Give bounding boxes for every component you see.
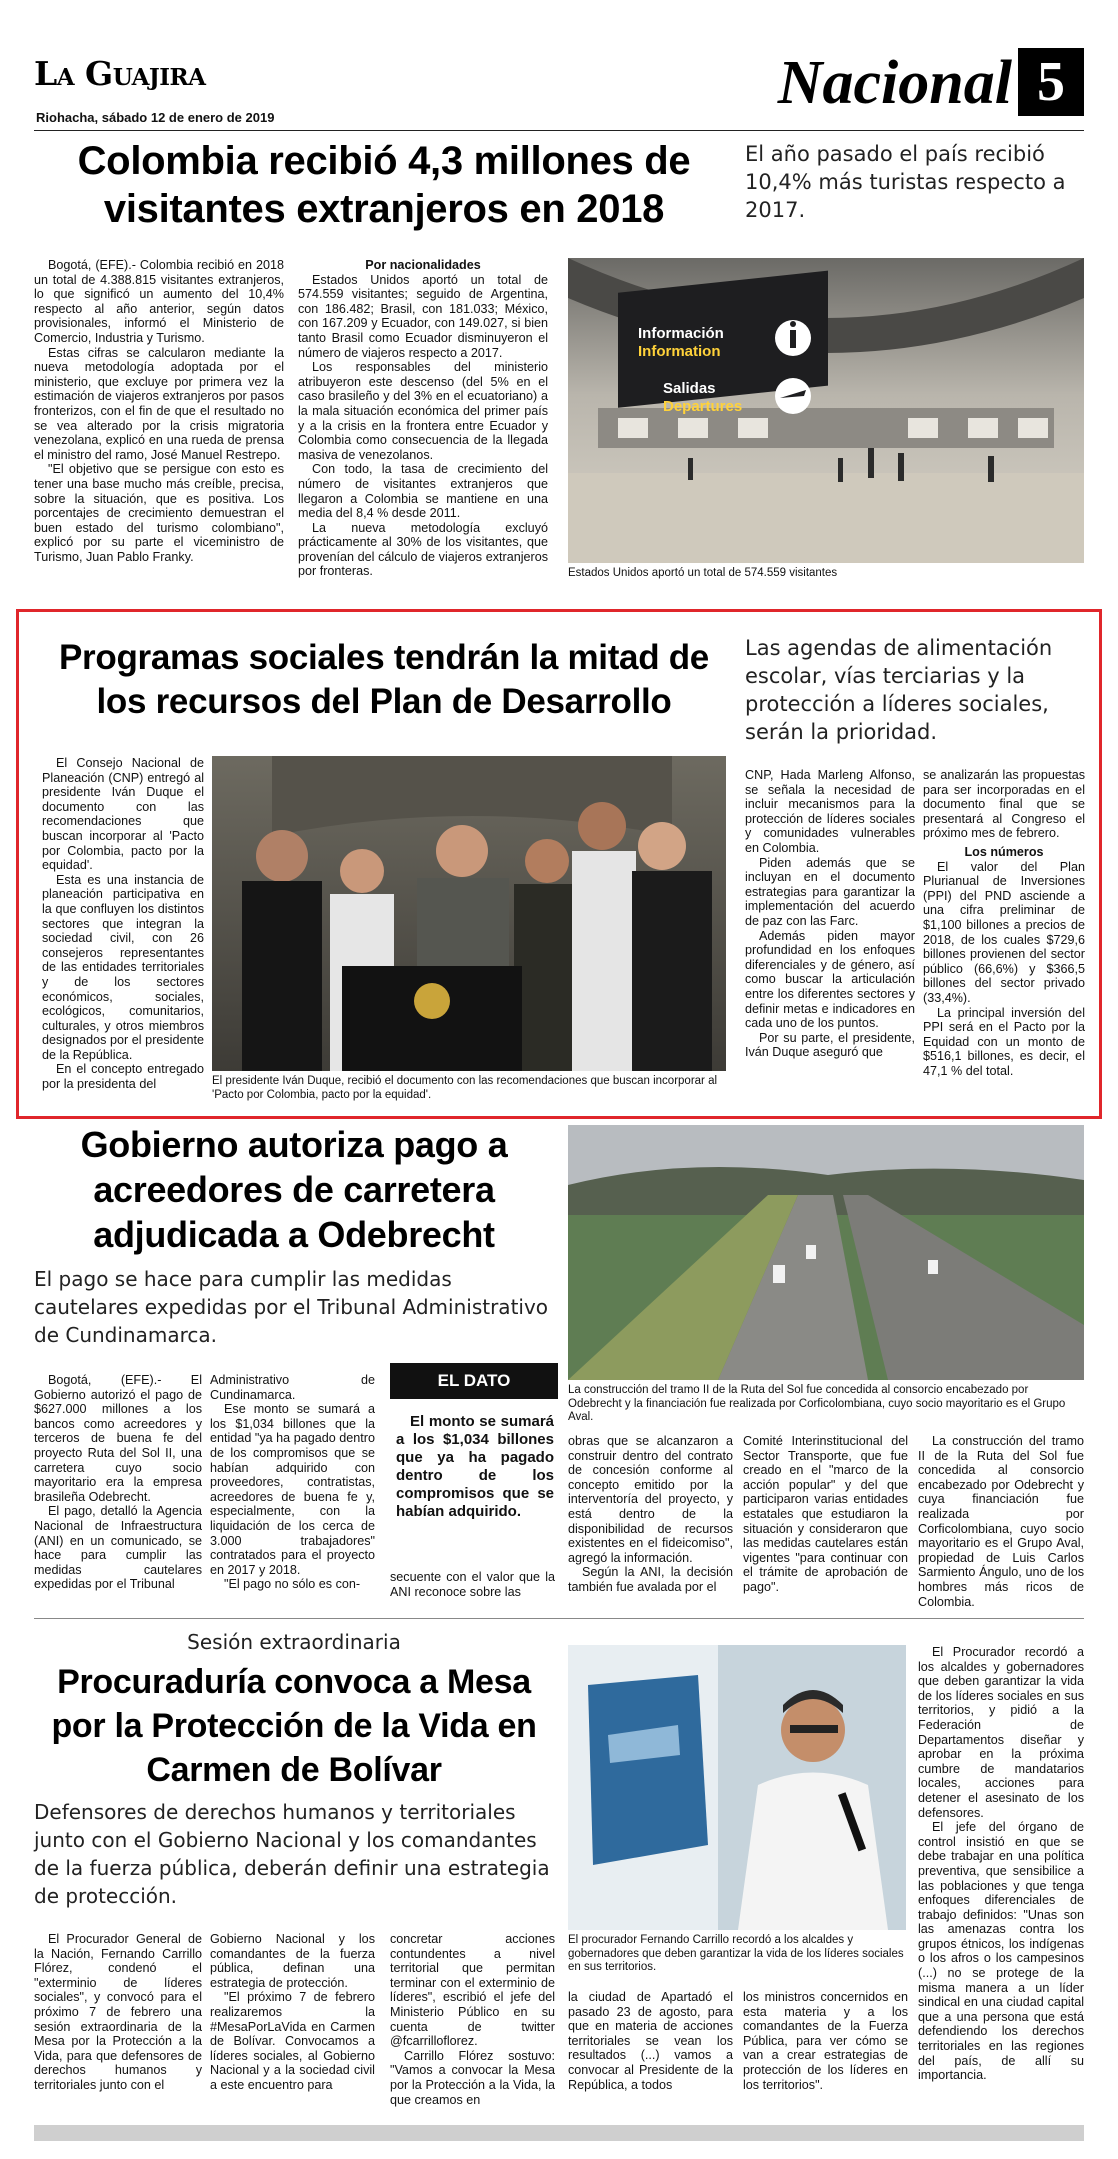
sign-info-2: Information <box>638 343 721 360</box>
paragraph: "El pago no sólo es con- <box>224 1577 361 1592</box>
paragraph: "El próximo 7 de febrero realizaremos la #MesaPorLaVida en Carmen de Bolívar. Convocamos a líderes sociales, al Gobierno Nacional y a la sociedad civil a este encuentro para <box>210 1990 375 2092</box>
paragraph: El Consejo Nacional de Planeación (CNP) entregó al presidente Iván Duque el documento con las recomendaciones que buscan incorporar al 'Pacto por Colombia, pacto por la equidad'. <box>42 756 204 873</box>
paragraph: La construcción del tramo II de la Ruta del Sol fue concedida al consorcio encabezado por Odebrecht y cuya financiación fue realizada por Corficolombiana, cuyo socio mayoritario es el Grupo Aval, propiedad de Luis Carlos Sarmiento Ángulo, uno de los hombres más ricos de Colombia. <box>918 1434 1084 1609</box>
article4-col3 <box>390 1932 555 2107</box>
paragraph-lead: obras que se alcanzaron a construir dentro del contrato de concesión conforme al concepto emitido por la interventoría del proyecto, y está dentro de la disponibilidad de recursos existentes en el fideicomiso", agregó la información. <box>568 1434 733 1565</box>
article1-headline: Colombia recibió 4,3 millones de visitantes extranjeros en 2018 <box>77 139 691 231</box>
paragraph: Estados Unidos aportó un total de 574.559 visitantes; seguido de Argentina, con 186.482; Brasil, con 181.033; México, con 167.209 y Ecuador, con 149.027, si bien tanto Brasil como Ecuador disminuyeron el número de viajeros respecto a 2017. <box>298 272 548 360</box>
paragraph: El valor del Plan Plurianual de Inversiones (PPI) del PND asciende a una cifra preliminar de $1,100 billones a precios de 2018, de los cuales $729,6 billones provienen del sector público (66,6%) y $366,5 billones del sector privado (33,4%). <box>923 859 1085 1005</box>
dato-box <box>390 1363 558 1568</box>
article2-col2 <box>745 768 915 1060</box>
sign-exit-2: Departures <box>663 398 743 415</box>
paragraph: Carrillo Flórez sostuvo: "Vamos a convocar la Mesa por la Protección a la Vida, la que creamos en <box>390 2048 555 2107</box>
article1-caption: Estados Unidos aportó un total de 574.559 visitantes <box>568 567 838 579</box>
article1-deck: El año pasado el país recibió 10,4% más turistas respecto a 2017. <box>745 142 1066 222</box>
article3-col5 <box>743 1434 908 1595</box>
paragraph: La nueva metodología excluyó prácticamente al 30% de los visitantes, que provenían del cálculo de viajeros extranjeros por fronteras. <box>298 520 548 579</box>
paragraph: Por su parte, el presidente, Iván Duque aseguró que <box>745 1030 915 1060</box>
paragraph: Bogotá, (EFE).- Colombia recibió en 2018 un total de 4.388.815 visitantes extranjeros, lo que significó un aumento del 10,4% respecto al año anterior, según datos provisionales, informó el Ministerio de Comercio, Industria y Turismo. <box>34 258 284 345</box>
article3-col3 <box>390 1570 555 1599</box>
article2-col3 <box>923 768 1085 1078</box>
paragraph: Piden además que se incluyan en el documento estrategias para garantizar la implementación del acuerdo de paz con las Farc. <box>745 855 915 928</box>
article4-col1 <box>34 1932 202 2093</box>
footer-bar <box>34 2125 1084 2141</box>
article3-col1 <box>34 1373 202 1592</box>
article4-col4 <box>568 1990 733 2092</box>
section-divider <box>34 1618 1084 1619</box>
article3-col2 <box>210 1373 375 1592</box>
article3-caption: La construcción del tramo II de la Ruta del Sol fue concedida al consorcio encabezado por Odebrecht y la financiación fue realizada por Corficolombiana, cuyo socio mayoritario es el Grupo Aval. <box>568 1384 1066 1423</box>
paragraph: En el concepto entregado por la presidenta del <box>42 1062 204 1092</box>
paragraph: Según la ANI, la decisión también fue avalada por el <box>568 1565 733 1594</box>
article2-deck: Las agendas de alimentación escolar, vías terciarias y la protección a líderes sociales, serán la prioridad. <box>745 636 1053 744</box>
article3-headline: Gobierno autoriza pago a acreedores de carretera adjudicada a Odebrecht <box>80 1124 508 1255</box>
paragraph-lead: secuente con el valor que la ANI reconoce sobre las <box>390 1570 555 1599</box>
article3-deck: El pago se hace para cumplir las medidas cautelares expedidas por el Tribunal Administrativo de Cundinamarca. <box>34 1267 549 1347</box>
sign-info-1: Información <box>638 325 724 342</box>
paragraph-lead: la ciudad de Apartadó el pasado 23 de agosto, para que en materia de acciones territoriales se vean los resultados (...) vamos a convocar al Presidente de la República, a todos <box>568 1990 733 2092</box>
article4-col6 <box>918 1645 1084 2083</box>
paragraph-lead: Comité Interinstitucional del Sector Transporte, que fue creado en el "marco de la acción popular" y del que participaron varias entidades estatales que estudiaron la situación y consideraron que las medidas cautelares están vigentes "para continuar con el trámite de aprobación de pago". <box>743 1434 908 1594</box>
paragraph: El jefe del órgano de control insistió en que se debe trabajar en una política preventiva, que sensibilice a las poblaciones y que tenga enfoques diferenciales de trabajo definidos: "Unas son las amenazas contra los grupos étnicos, los indígenas o los afros o los campesinos (...) no se protege de la misma manera a un líder sindical en una ciudad capital que a una persona que está defendiendo los derechos territoriales en las regiones del país, de allí su importancia. <box>918 1820 1084 2083</box>
paragraph-lead: CNP, Hada Marleng Alfonso, se señala la necesidad de incluir mecanismos para la protección de líderes sociales y comunidades vulnerables en Colombia. <box>745 768 915 855</box>
paragraph: Ese monto se sumará a los $1,034 billones que la entidad "ya ha pagado dentro de los compromisos que se habían adquirido con proveedores, contratistas, acreedores de buena fe y, especialmente, con la liquidación de los cerca de 3.000 trabajadores" contratados para el proyecto en 2017 y 2018. <box>210 1402 375 1577</box>
article2-headline: Programas sociales tendrán la mitad de los recursos del Plan de Desarrollo <box>59 638 709 721</box>
paragraph: Estas cifras se calcularon mediante la nueva metodología adoptada por el ministerio, que excluye por primera vez la estimación de viajeros extranjeros por pasos fronterizos, con el fin de que el resultado no se vea alterado por la crisis migratoria venezolana, explicó en una rueda de prensa el ministro del ramo, José Manuel Restrepo. <box>34 345 284 462</box>
article2-col1 <box>42 756 204 1092</box>
article2-caption: El presidente Iván Duque, recibió el documento con las recomendaciones que buscan incorporar al 'Pacto por Colombia, pacto por la equidad'. <box>212 1075 718 1101</box>
page-number-box <box>1018 48 1084 116</box>
paragraph: Con todo, la tasa de crecimiento del número de visitantes extranjeros que llegaron a Colombia se mantiene en una media del 8,4 % desde 2011. <box>298 462 548 521</box>
paper-name: La Guajira <box>34 54 206 93</box>
paragraph-lead: se analizarán las propuestas para ser incorporadas en el documento final que se presentará al Congreso el próximo mes de febrero. <box>923 768 1085 841</box>
paragraph: Bogotá, (EFE).- El Gobierno autorizó el pago de $627.000 millones a los bancos como acreedores y terceros de buena fe del proyecto Ruta del Sol II, una carretera cuyo socio mayoritario era la empresa brasileña Odebrecht. <box>34 1373 202 1504</box>
dato-title: EL DATO <box>390 1363 558 1399</box>
paragraph: "El objetivo que se persigue con esto es tener una base mucho más creíble, precisa, sobre la situación, que es positiva. Los porcentajes de crecimiento demuestran el buen estado del turismo colombiano", explicó por su parte el viceministro de Turismo, Juan Pablo Franky. <box>34 462 284 564</box>
article4-col5 <box>743 1990 908 2092</box>
dateline: Riohacha, sábado 12 de enero de 2019 <box>36 110 275 125</box>
highway-photo <box>568 1125 1084 1380</box>
paragraph: La principal inversión del PPI será en el Pacto por la Equidad con un monto de $516,1 billones, es decir, el 47,1 % del total. <box>923 1005 1085 1078</box>
procurador-photo <box>568 1645 906 1930</box>
airport-photo <box>568 258 1084 563</box>
subheading: Los números <box>964 844 1044 859</box>
article4-caption: El procurador Fernando Carrillo recordó a los alcaldes y gobernadores que deben garantizar la vida de los líderes sociales en sus territorios. <box>568 1934 904 1973</box>
article1-col2 <box>298 258 548 579</box>
subheading: Por nacionalidades <box>365 258 481 272</box>
paragraph: Los responsables del ministerio atribuyeron este descenso (del 5% en el caso brasileño y del 3% en el ecuatoriano) a la mala situación económica del primer país y a la crisis en la frontera entre Ecuador y Colombia como consecuencia de la llegada masiva de venezolanos. <box>298 360 548 462</box>
article4-kicker: Sesión extraordinaria <box>187 1630 401 1654</box>
article1-col1 <box>34 258 284 564</box>
paragraph: El Procurador recordó a los alcaldes y gobernadores que deben garantizar la vida de los líderes sociales en sus territorios, y pidió a la Federación de Departamentos diseñar y aprobar en la próxima cumbre de mandatarios locales, acciones para detener el asesinato de los defensores. <box>918 1645 1084 1820</box>
sign-exit-1: Salidas <box>663 380 716 397</box>
paragraph-lead: Administrativo de Cundinamarca. <box>210 1373 375 1402</box>
article4-headline: Procuraduría convoca a Mesa por la Protección de la Vida en Carmen de Bolívar <box>51 1663 537 1789</box>
duque-photo <box>212 756 726 1071</box>
article3-col6 <box>918 1434 1084 1609</box>
paragraph: El Procurador General de la Nación, Fernando Carrillo Flórez, condenó el "exterminio de líderes sociales", y convocó para el próximo 7 de febrero una sesión extraordinaria de la Mesa por la Protección a la Vida, para que defensores de derechos humanos y territoriales junto con el <box>34 1932 202 2092</box>
article3-col4 <box>568 1434 733 1595</box>
page-number: 5 <box>1037 51 1065 113</box>
masthead <box>34 50 1084 130</box>
paragraph: Esta es una instancia de planeación participativa en la que confluyen los distintos sectores que integran la sociedad civil, con 26 consejeros representantes de las entidades territoriales y de los sectores económicos, sociales, ecológicos, comunitarios, culturales, y otros miembros designados por el presidente de la República. <box>42 872 204 1062</box>
paragraph-lead: concretar acciones contundentes a nivel territorial que permitan terminar con el exterminio de líderes", escribió el jefe del Ministerio Público en su cuenta de twitter @fcarrilloflorez. <box>390 1932 555 2049</box>
dato-text: El monto se sumará a los $1,034 billones que ya ha pagado dentro de los compromisos que se habían adquirido. <box>396 1413 554 1520</box>
paragraph: El pago, detalló la Agencia Nacional de Infraestructura (ANI) en un comunicado, se hace para cumplir las medidas cautelares expedidas por el Tribunal <box>34 1504 202 1592</box>
paragraph-lead: los ministros concernidos en esta materia y a los comandantes de la Fuerza Pública, para ver cómo se van a crear estrategias de protección de los líderes en los territorios". <box>743 1990 908 2092</box>
masthead-rule <box>34 130 1084 131</box>
section-title: Nacional <box>777 49 1012 117</box>
paragraph-lead: Gobierno Nacional y los comandantes de la fuerza pública, definan una estrategia de protección. <box>210 1932 375 1990</box>
article4-deck: Defensores de derechos humanos y territoriales junto con el Gobierno Nacional y los comandantes de la fuerza pública, deberán definir una estrategia de protección. <box>34 1800 550 1908</box>
article4-col2 <box>210 1932 375 2093</box>
paragraph: Además piden mayor profundidad en los enfoques diferenciales y de género, así como buscar la articulación entre los diferentes sectores y definir metas e indicadores en cada uno de los puntos. <box>745 928 915 1031</box>
